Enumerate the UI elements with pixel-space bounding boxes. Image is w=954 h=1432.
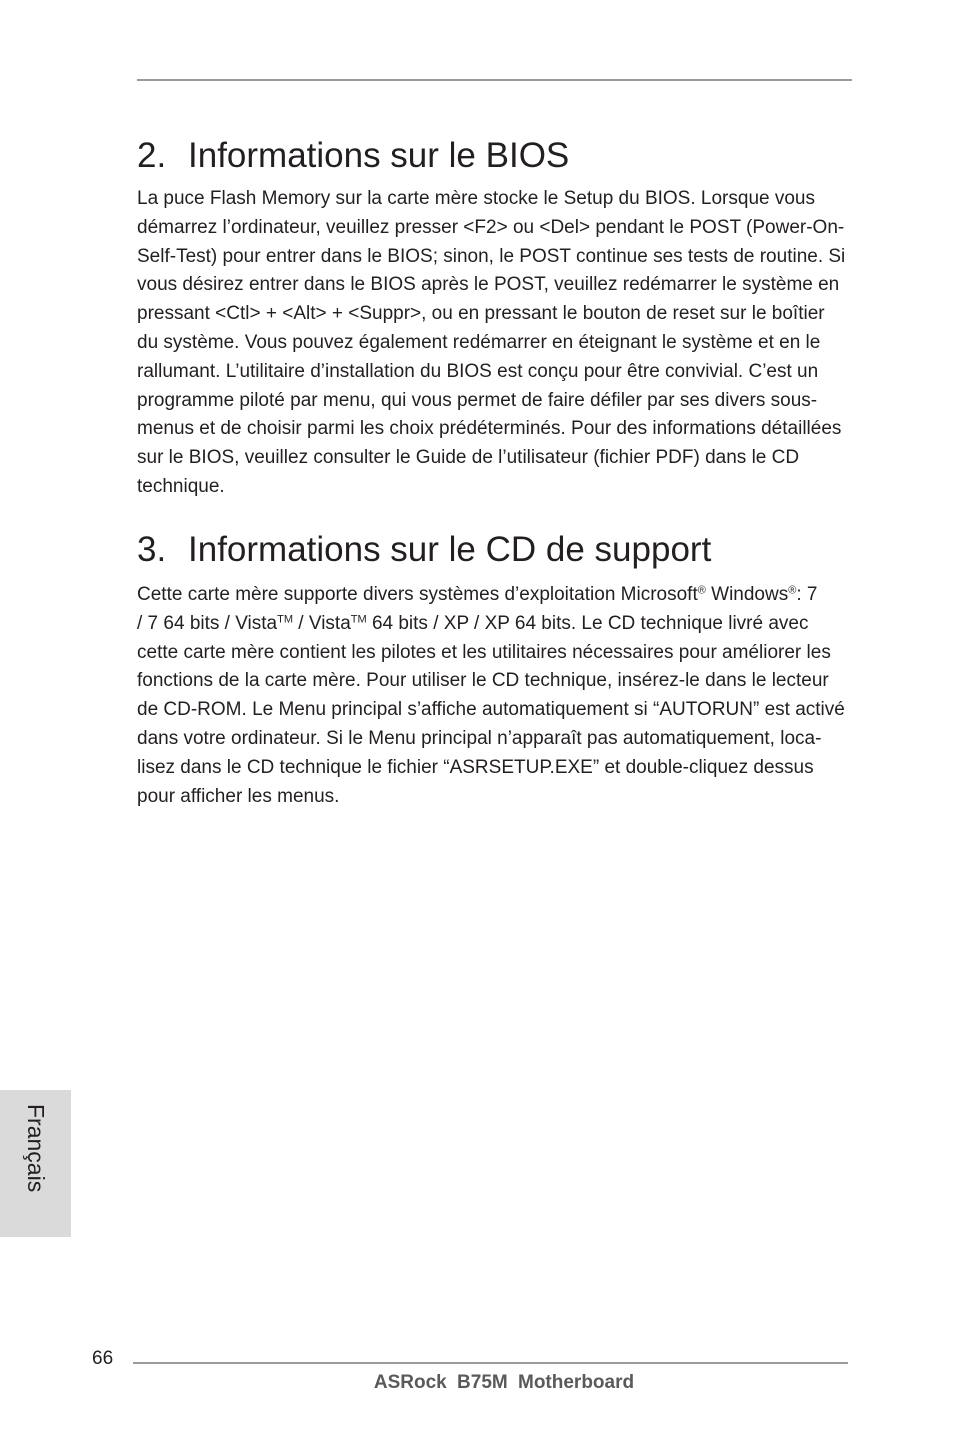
- trademark-mark: TM: [350, 613, 367, 626]
- text-line: [137, 610, 857, 639]
- text-line: menus et de choisir parmi les choix prédéterminés. Pour des informations détaillées: [137, 418, 842, 440]
- text-line: de CD-ROM. Le Menu principal s’affiche automatiquement si “AUTORUN” est activé: [137, 699, 845, 721]
- text-line: technique.: [137, 475, 225, 497]
- section-number: 2.: [137, 136, 167, 175]
- text-line: pressant <Ctl> + <Alt> + <Suppr>, ou en pressant le bouton de reset sur le boîtier: [137, 303, 825, 325]
- section-number: 3.: [137, 530, 167, 569]
- text-line: [137, 581, 857, 610]
- text-run: 64 bits / XP / XP 64 bits. Le CD technique livré avec: [366, 612, 809, 634]
- footer-rule: [133, 1362, 848, 1364]
- registered-mark: ®: [788, 584, 797, 597]
- text-line: La puce Flash Memory sur la carte mère stocke le Setup du BIOS. Lorsque vous: [137, 188, 815, 209]
- section-heading-bios: [137, 136, 569, 176]
- text-run: : 7: [796, 584, 818, 605]
- section-heading-support-cd: [137, 530, 711, 570]
- text-line: lisez dans le CD technique le fichier “ASRSETUP.EXE” et double-cliquez dessus: [137, 756, 814, 778]
- text-line: démarrez l’ordinateur, veuillez presser <F2> ou <Del> pendant le POST (Power-On-: [137, 216, 845, 238]
- language-tab: [0, 1090, 71, 1237]
- text-line: vous désirez entrer dans le BIOS après le POST, veuillez redémarrer le système en: [137, 274, 840, 296]
- text-line: sur le BIOS, veuillez consulter le Guide de l’utilisateur (fichier PDF) dans le CD: [137, 447, 800, 469]
- section-title: Informations sur le CD de support: [188, 530, 712, 569]
- text-run: Windows: [705, 584, 789, 605]
- text-run: / Vista: [293, 612, 351, 634]
- header-rule: [137, 79, 852, 81]
- text-line: pour afficher les menus.: [137, 785, 340, 807]
- text-run: Cette carte mère supporte divers systèmes d’exploitation Microsoft: [137, 584, 698, 605]
- footer-product-name: ASRock B75M Motherboard: [373, 1372, 635, 1393]
- section-title: Informations sur le BIOS: [188, 136, 570, 175]
- text-line: Self-Test) pour entrer dans le BIOS; sinon, le POST continue ses tests de routine. Si: [137, 245, 846, 267]
- trademark-mark: TM: [277, 613, 294, 626]
- text-line: du système. Vous pouvez également redémarrer en éteignant le système et en le: [137, 331, 821, 353]
- text-line: rallumant. L’utilitaire d’installation du BIOS est conçu pour être convivial. C’est un: [137, 360, 819, 382]
- section-body-support-cd: [137, 581, 857, 811]
- text-line: dans votre ordinateur. Si le Menu principal n’apparaît pas automatiquement, loca-: [137, 727, 822, 749]
- page-number: 66: [92, 1348, 114, 1369]
- section-body-bios: [137, 185, 857, 502]
- registered-mark: ®: [697, 584, 706, 597]
- text-line: cette carte mère contient les pilotes et les utilitaires nécessaires pour améliorer les: [137, 641, 831, 663]
- language-tab-label: Français: [23, 1104, 49, 1193]
- text-run: / 7 64 bits / Vista: [137, 612, 278, 634]
- text-line: fonctions de la carte mère. Pour utiliser le CD technique, insérez-le dans le lecteur: [137, 670, 829, 692]
- text-line: programme piloté par menu, qui vous permet de faire défiler par ses divers sous-: [137, 389, 818, 411]
